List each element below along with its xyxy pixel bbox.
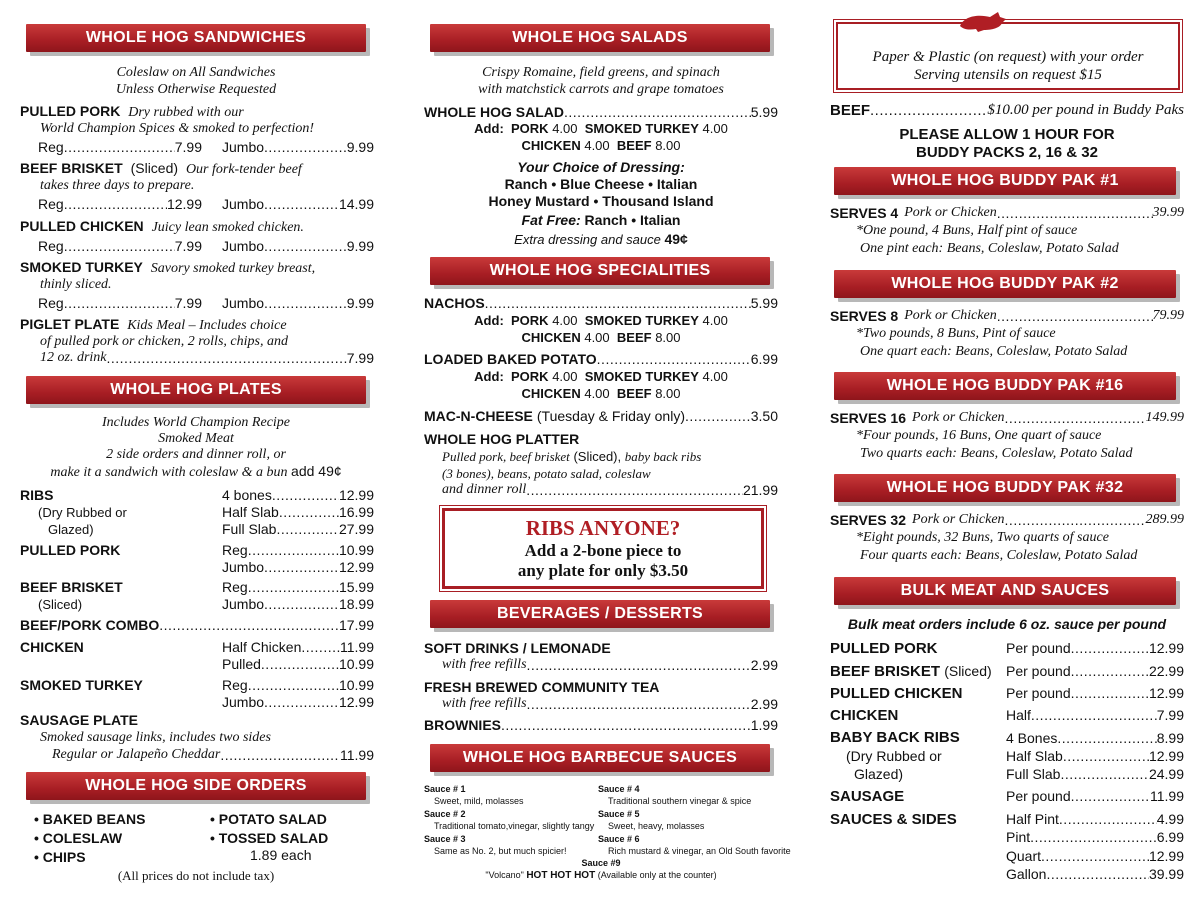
- specialities-banner: WHOLE HOG SPECIALITIES: [430, 257, 770, 285]
- jumbo-label: Jumbo: [222, 238, 265, 254]
- item-desc: Kids Meal – Includes choice: [127, 318, 287, 333]
- jumbo-label: Jumbo: [222, 196, 265, 212]
- paper-plastic-box: [836, 22, 1180, 90]
- sauce-desc: Sweet, heavy, molasses: [608, 821, 705, 831]
- sauce-3: [424, 833, 567, 857]
- jumbo-price: 14.99: [338, 196, 374, 212]
- salad-addons-2: [424, 138, 778, 153]
- option-price: 12.99: [338, 559, 374, 575]
- pak-desc: *Four pounds, 16 Buns, One quart of sauce: [856, 428, 1102, 443]
- pak-desc: One pint each: Beans, Coleslaw, Potato Salad: [860, 241, 1119, 256]
- item-name: BROWNIES: [424, 717, 501, 733]
- sauce-4: [598, 783, 751, 807]
- sauce-desc: "Volcano": [485, 870, 524, 880]
- note-line: BUDDY PACKS 2, 16 & 32: [915, 144, 1098, 161]
- plates-note: [20, 415, 372, 481]
- option-label: Jumbo: [222, 559, 265, 575]
- sauce-desc: Traditional tomato,vinegar, slightly tangy: [434, 821, 595, 831]
- jumbo-price: 9.99: [346, 139, 374, 155]
- pak-serves: SERVES 4: [830, 205, 899, 221]
- note-line: 2 side orders and dinner roll, or: [106, 447, 286, 462]
- option-label: Pint: [1006, 829, 1031, 845]
- reg-price: 7.99: [174, 238, 202, 254]
- item-name: CHICKEN: [20, 639, 84, 655]
- item-name: RIBS: [20, 487, 54, 503]
- addon: BEEF: [616, 138, 652, 153]
- item-name: SMOKED TURKEY: [20, 677, 143, 693]
- sauces-banner: WHOLE HOG BARBECUE SAUCES: [430, 744, 770, 772]
- option-label: Full Slab: [1006, 766, 1061, 782]
- side-item: • BAKED BEANS: [34, 811, 146, 827]
- option-price: 12.99: [1148, 848, 1184, 864]
- item-name: BEEF BRISKET: [20, 160, 123, 176]
- pak-meat: Pork or Chicken: [912, 410, 1005, 425]
- sauce-desc: Sweet, mild, molasses: [434, 796, 524, 806]
- item-name: NACHOS: [424, 295, 485, 311]
- note-line: PLEASE ALLOW 1 HOUR FOR: [899, 126, 1115, 143]
- item-name: SOFT DRINKS / LEMONADE: [424, 640, 611, 656]
- item-price: 5.99: [750, 104, 778, 120]
- pak-price: 39.99: [1152, 205, 1184, 220]
- sauce-9: [424, 857, 778, 882]
- sides-right: [210, 810, 328, 848]
- option-label: Jumbo: [222, 596, 265, 612]
- sauce-desc: (Available only at the counter): [597, 870, 717, 880]
- item-name: PULLED CHICKEN: [830, 685, 963, 702]
- sauce-desc: Same as No. 2, but much spicier!: [434, 846, 567, 856]
- side-item: • CHIPS: [34, 849, 86, 865]
- option-price: 12.99: [338, 694, 374, 710]
- option-label: 4 bones: [222, 487, 272, 503]
- sides-price: 1.89 each: [250, 847, 312, 863]
- item-price: 7.99: [346, 350, 374, 366]
- option-label: Gallon: [1006, 866, 1047, 882]
- addon: SMOKED TURKEY: [584, 121, 699, 136]
- sauce-desc: Rich mustard & vinegar, an Old South favorite: [608, 846, 791, 856]
- item-desc: Juicy lean smoked chicken.: [151, 220, 304, 235]
- fat-free-options: Ranch • Italian: [584, 212, 681, 228]
- sauce-1: [424, 783, 524, 807]
- item-name: LOADED BAKED POTATO: [424, 351, 597, 367]
- ribs-anyone-box: [442, 508, 764, 589]
- addon-price: 4.00: [702, 369, 728, 384]
- addon: SMOKED TURKEY: [584, 313, 699, 328]
- item-desc: Dry rubbed with our: [128, 105, 244, 120]
- menu-item-smoked-turkey: [20, 259, 380, 277]
- item-name: SAUSAGE PLATE: [20, 712, 138, 728]
- item-desc: (3 bones), beans, potato salad, coleslaw: [442, 466, 651, 481]
- option-price: 16.99: [338, 504, 374, 520]
- addon-price: 4.00: [552, 121, 578, 136]
- addon: BEEF: [616, 330, 652, 345]
- option-price: 10.99: [338, 677, 374, 693]
- item-sub: (Sliced): [38, 597, 83, 612]
- sauce-name: Sauce #9: [581, 858, 621, 868]
- side-item: • POTATO SALAD: [210, 811, 327, 827]
- sauce-5: [598, 808, 704, 832]
- box-title: RIBS ANYONE?: [525, 516, 681, 540]
- option-price: 15.99: [338, 579, 374, 595]
- item-price: 17.99: [338, 617, 374, 633]
- sauce-name: Sauce # 6: [598, 834, 640, 844]
- item-name: BEEF BRISKET: [20, 579, 123, 595]
- addon-price: 8.00: [655, 386, 681, 401]
- item-desc: 12 oz. drink: [40, 350, 107, 365]
- option-price: 39.99: [1148, 866, 1184, 882]
- bulk-brisket: [830, 663, 992, 680]
- option-label: Full Slab: [222, 521, 277, 537]
- item-desc: $10.00 per pound in Buddy Paks: [987, 102, 1184, 118]
- addon: CHICKEN: [521, 386, 581, 401]
- unit-label: Half: [1006, 707, 1031, 723]
- side-item: • COLESLAW: [34, 830, 123, 846]
- item-price: 3.50: [750, 408, 778, 424]
- item-name: PIGLET PLATE: [20, 316, 120, 332]
- item-name: WHOLE HOG PLATTER: [424, 431, 580, 447]
- jumbo-label: Jumbo: [222, 295, 265, 311]
- item-price: 21.99: [742, 482, 778, 498]
- jumbo-price: 9.99: [346, 295, 374, 311]
- potato-addons: [424, 369, 778, 384]
- item-desc: Savory smoked turkey breast,: [150, 261, 316, 276]
- addon: BEEF: [616, 386, 652, 401]
- item-name: BABY BACK RIBS: [830, 729, 960, 746]
- note-line: Coleslaw on All Sandwiches: [116, 65, 276, 80]
- option-label: Half Slab: [1006, 748, 1063, 764]
- option-label: Reg: [222, 677, 248, 693]
- pak-price: 289.99: [1145, 512, 1184, 527]
- pak-meat: Pork or Chicken: [912, 512, 1005, 527]
- fat-free-label: Fat Free:: [521, 212, 581, 228]
- option-label: Half Chicken: [222, 639, 302, 655]
- nachos-addons-2: [424, 330, 778, 345]
- sides-banner: WHOLE HOG SIDE ORDERS: [26, 772, 366, 800]
- item-desc: Regular or Jalapeño Cheddar: [52, 747, 221, 762]
- pak-desc: One quart each: Beans, Coleslaw, Potato Salad: [860, 344, 1128, 359]
- menu-item-pulled-pork: [20, 103, 380, 121]
- addon: PORK: [511, 313, 549, 328]
- reg-label: Reg: [38, 196, 64, 212]
- item-name: SAUSAGE: [830, 788, 905, 805]
- sauce-hot: HOT HOT HOT: [526, 870, 596, 881]
- platter-desc: [442, 449, 701, 465]
- item-desc: with free refills: [442, 696, 527, 711]
- item-desc: World Champion Spices & smoked to perfection!: [40, 121, 315, 136]
- item-price: 5.99: [750, 295, 778, 311]
- dressing-title: Your Choice of Dressing:: [517, 159, 685, 175]
- addon-price: 4.00: [584, 386, 610, 401]
- item-name: PULLED CHICKEN: [20, 218, 144, 234]
- item-desc: Pulled pork, beef brisket: [442, 449, 570, 464]
- unit-label: Per pound: [1006, 640, 1071, 656]
- reg-price: 7.99: [174, 139, 202, 155]
- sauce-name: Sauce # 5: [598, 809, 640, 819]
- item-name: PULLED PORK: [20, 103, 121, 119]
- plates-banner: WHOLE HOG PLATES: [26, 376, 366, 404]
- item-desc: Smoked sausage links, includes two sides: [40, 730, 271, 745]
- option-label: Quart: [1006, 848, 1042, 864]
- addon-price: 4.00: [702, 121, 728, 136]
- sides-left: [34, 810, 145, 867]
- item-name: PULLED PORK: [20, 542, 121, 558]
- item-name: MAC-N-CHEESE: [424, 408, 533, 424]
- extra-line: [424, 231, 778, 247]
- dressing-line: Ranch • Blue Cheese • Italian: [504, 176, 698, 192]
- item-name: SMOKED TURKEY: [20, 259, 143, 275]
- box-line: any plate for only $3.50: [517, 561, 689, 580]
- addon-price: 4.00: [552, 369, 578, 384]
- pak-serves: SERVES 32: [830, 512, 907, 528]
- menu-item-beef-brisket: [20, 160, 380, 178]
- pak-meat: Pork or Chicken: [904, 205, 997, 220]
- option-price: 10.99: [338, 542, 374, 558]
- item-price: 7.99: [1156, 707, 1184, 723]
- sandwiches-note: [26, 64, 366, 98]
- reg-price: 7.99: [174, 295, 202, 311]
- item-name: BEEF BRISKET: [830, 663, 941, 680]
- box-line: Add a 2-bone piece to: [524, 541, 682, 560]
- addon: PORK: [511, 369, 549, 384]
- jumbo-price: 9.99: [346, 238, 374, 254]
- pak-meat: Pork or Chicken: [904, 308, 997, 323]
- option-label: Half Pint: [1006, 811, 1059, 827]
- item-desc: takes three days to prepare.: [40, 178, 195, 193]
- item-name: PULLED PORK: [830, 640, 938, 657]
- option-price: 11.99: [340, 639, 374, 655]
- item-sub: (Dry Rubbed or: [846, 748, 942, 764]
- item-desc: thinly sliced.: [40, 277, 112, 292]
- item-desc: Our fork-tender beef: [185, 162, 302, 177]
- menu-item-piglet-plate: [20, 316, 380, 334]
- unit-label: Per pound: [1006, 663, 1071, 679]
- box-line: Paper & Plastic (on request) with your order: [872, 49, 1144, 65]
- sauce-name: Sauce # 3: [424, 834, 466, 844]
- pak-desc: Four quarts each: Beans, Coleslaw, Potato Salad: [860, 548, 1138, 563]
- reg-label: Reg: [38, 139, 64, 155]
- note-line: make it a sandwich with coleslaw & a bun: [50, 465, 288, 480]
- add-label: Add:: [474, 121, 504, 136]
- addon-price: 4.00: [702, 313, 728, 328]
- salads-banner: WHOLE HOG SALADS: [430, 24, 770, 52]
- pak-desc: Two quarts each: Beans, Coleslaw, Potato Salad: [860, 446, 1133, 461]
- addon-price: 4.00: [552, 313, 578, 328]
- item-price: 11.99: [1150, 788, 1184, 804]
- note-line: Unless Otherwise Requested: [115, 82, 277, 97]
- note-line: Includes World Champion Recipe: [101, 415, 291, 430]
- option-label: Reg: [222, 542, 248, 558]
- option-label: Reg: [222, 579, 248, 595]
- menu-item-pulled-chicken: [20, 218, 380, 236]
- item-price: 12.99: [1148, 685, 1184, 701]
- pig-icon: [956, 8, 1008, 39]
- option-label: Half Slab: [222, 504, 279, 520]
- item-price: 6.99: [750, 351, 778, 367]
- addon-price: 4.00: [584, 138, 610, 153]
- item-sub: Glazed): [854, 766, 904, 782]
- item-name: FRESH BREWED COMMUNITY TEA: [424, 679, 660, 695]
- allow-note: [830, 126, 1184, 162]
- side-item: • TOSSED SALAD: [210, 830, 329, 846]
- option-price: 6.99: [1156, 829, 1184, 845]
- item-price: 1.99: [750, 717, 778, 733]
- sauce-desc: Traditional southern vinegar & spice: [608, 796, 752, 806]
- pak-serves: SERVES 16: [830, 410, 907, 426]
- box-line: Serving utensils on request $15: [914, 67, 1102, 83]
- unit-label: Per pound: [1006, 788, 1071, 804]
- item-name: WHOLE HOG SALAD: [424, 104, 564, 120]
- reg-label: Reg: [38, 295, 64, 311]
- item-sub: (Dry Rubbed or: [38, 505, 127, 520]
- unit-label: Per pound: [1006, 685, 1071, 701]
- pak-1-banner: WHOLE HOG BUDDY PAK #1: [834, 167, 1176, 195]
- option-price: 4.99: [1156, 811, 1184, 827]
- dressing-line: Honey Mustard • Thousand Island: [488, 193, 714, 209]
- pak-desc: *Two pounds, 8 Buns, Pint of sauce: [856, 326, 1056, 341]
- item-price: 2.99: [750, 657, 778, 673]
- pak-16-banner: WHOLE HOG BUDDY PAK #16: [834, 372, 1176, 400]
- addon: PORK: [511, 121, 549, 136]
- extra-label: Extra dressing and sauce: [514, 232, 661, 247]
- option-label: Jumbo: [222, 694, 265, 710]
- salads-note: [424, 64, 778, 98]
- pak-serves: SERVES 8: [830, 308, 899, 324]
- option-price: 10.99: [338, 656, 374, 672]
- option-price: 12.99: [1148, 748, 1184, 764]
- option-label: 4 Bones: [1006, 730, 1058, 746]
- pak-2-banner: WHOLE HOG BUDDY PAK #2: [834, 270, 1176, 298]
- item-note: (Tuesday & Friday only): [536, 408, 685, 424]
- item-desc: with free refills: [442, 657, 527, 672]
- addon: SMOKED TURKEY: [584, 369, 699, 384]
- item-name: BEEF: [830, 102, 871, 119]
- addon-price: 8.00: [655, 330, 681, 345]
- item-price: 22.99: [1148, 663, 1184, 679]
- item-price: 12.99: [1148, 640, 1184, 656]
- addon-price: 8.00: [655, 138, 681, 153]
- sauce-2: [424, 808, 594, 832]
- fat-free-line: [424, 212, 778, 228]
- option-price: 8.99: [1156, 730, 1184, 746]
- sauce-name: Sauce # 4: [598, 784, 640, 794]
- item-price: 11.99: [340, 747, 374, 763]
- item-sub: Glazed): [48, 522, 94, 537]
- sauce-name: Sauce # 1: [424, 784, 466, 794]
- extra-price: 49¢: [664, 231, 688, 247]
- pak-price: 149.99: [1145, 410, 1184, 425]
- reg-label: Reg: [38, 238, 64, 254]
- item-desc: baby back ribs: [624, 449, 702, 464]
- note-add: add 49¢: [291, 463, 342, 479]
- sandwiches-banner: WHOLE HOG SANDWICHES: [26, 24, 366, 52]
- item-sub: (Sliced): [944, 663, 992, 679]
- addon: CHICKEN: [521, 138, 581, 153]
- item-price: 2.99: [750, 696, 778, 712]
- add-label: Add:: [474, 313, 504, 328]
- item-desc: and dinner roll: [442, 482, 527, 497]
- item-sub: (Sliced),: [573, 449, 622, 464]
- sauce-6: [598, 833, 791, 857]
- beverages-banner: BEVERAGES / DESSERTS: [430, 600, 770, 628]
- item-desc: of pulled pork or chicken, 2 rolls, chips, and: [40, 334, 288, 349]
- pak-desc: *Eight pounds, 32 Buns, Two quarts of sauce: [856, 530, 1109, 545]
- option-price: 27.99: [338, 521, 374, 537]
- addon-price: 4.00: [584, 330, 610, 345]
- pak-desc: *One pound, 4 Buns, Half pint of sauce: [856, 223, 1078, 238]
- add-label: Add:: [474, 369, 504, 384]
- addon: CHICKEN: [521, 330, 581, 345]
- option-price: 24.99: [1148, 766, 1184, 782]
- reg-price: 12.99: [166, 196, 202, 212]
- note-line: Crispy Romaine, field greens, and spinach: [482, 65, 720, 80]
- pak-price: 79.99: [1152, 308, 1184, 323]
- item-sub: (Sliced): [130, 160, 179, 176]
- item-name: CHICKEN: [830, 707, 899, 724]
- bulk-banner: BULK MEAT AND SAUCES: [834, 577, 1176, 605]
- note-line: with matchstick carrots and grape tomatoes: [478, 82, 724, 97]
- option-label: Pulled: [222, 656, 261, 672]
- salad-addons: [424, 121, 778, 136]
- potato-addons-2: [424, 386, 778, 401]
- sauce-name: Sauce # 2: [424, 809, 466, 819]
- tax-note: (All prices do not include tax): [117, 868, 275, 883]
- note-line: Smoked Meat: [158, 431, 234, 446]
- pak-32-banner: WHOLE HOG BUDDY PAK #32: [834, 474, 1176, 502]
- option-price: 18.99: [338, 596, 374, 612]
- item-name: BEEF/PORK COMBO: [20, 617, 160, 633]
- jumbo-label: Jumbo: [222, 139, 265, 155]
- item-name: SAUCES & SIDES: [830, 811, 957, 828]
- bulk-note: Bulk meat orders include 6 oz. sauce per pound: [847, 616, 1167, 632]
- option-price: 12.99: [338, 487, 374, 503]
- nachos-addons: [424, 313, 778, 328]
